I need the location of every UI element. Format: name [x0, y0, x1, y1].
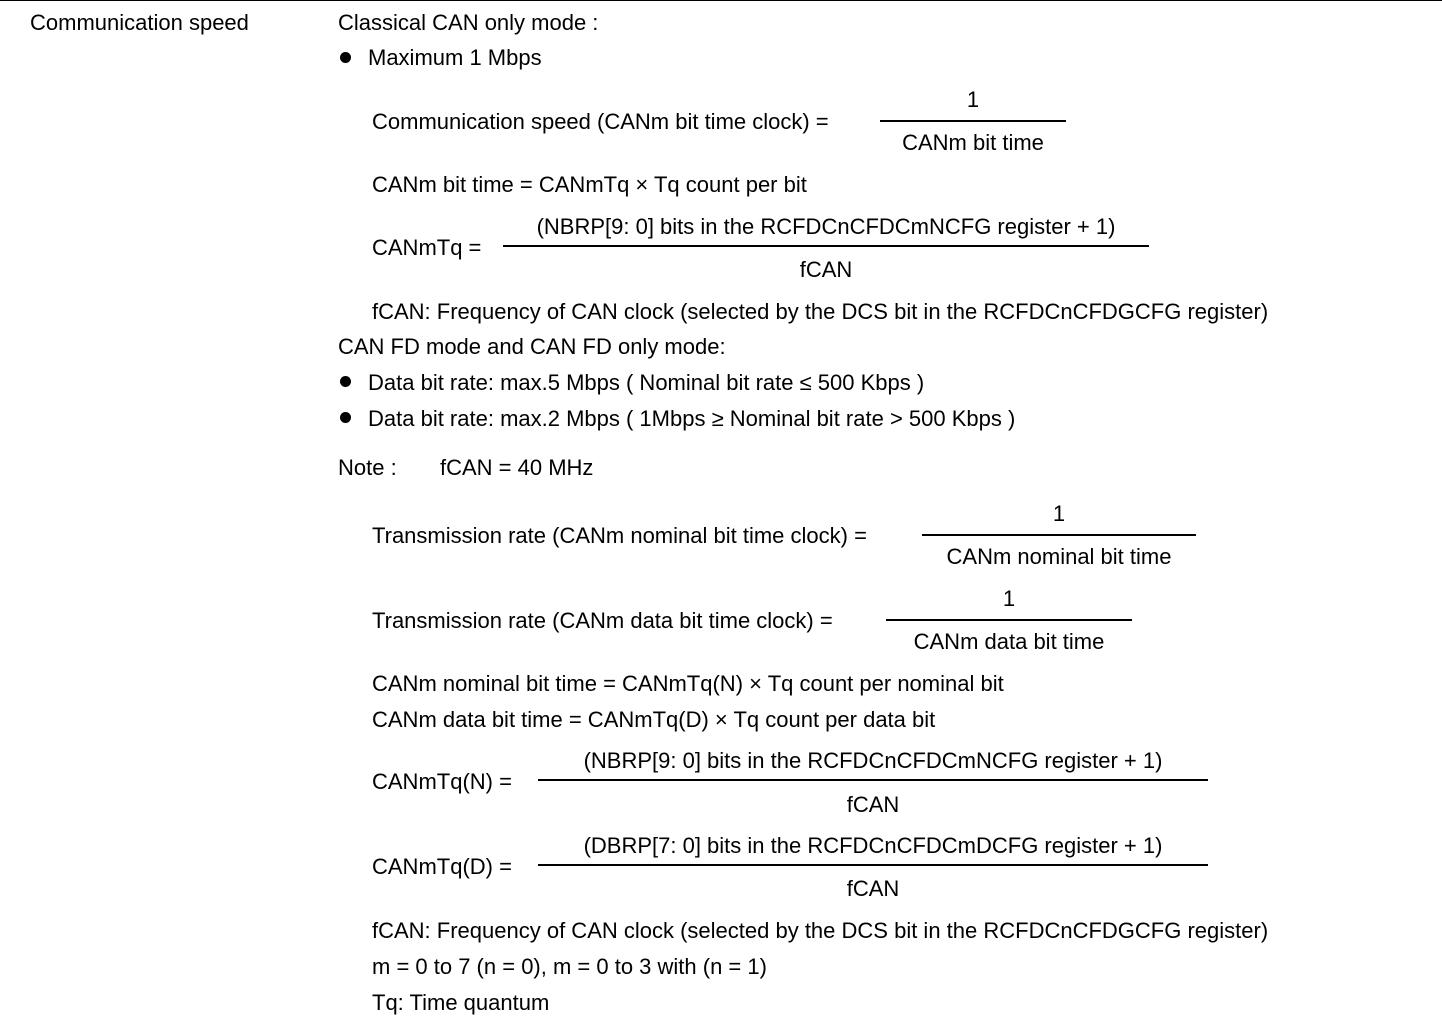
note-label: Note :	[338, 455, 397, 480]
tqd-lhs: CANmTq(D) =	[372, 854, 512, 879]
comm-speed-lhs: Communication speed (CANm bit time clock) =	[372, 109, 829, 134]
table-top-border	[0, 0, 1442, 1]
fd-bullet-1: Data bit rate: max.5 Mbps ( Nominal bit rate ≤ 500 Kbps )	[368, 370, 925, 395]
tx-data-lhs: Transmission rate (CANm data bit time clock) =	[372, 608, 833, 633]
fcan-description: fCAN: Frequency of CAN clock (selected by the DCS bit in the RCFDCnCFDGCFG register)	[372, 299, 1269, 324]
fd-heading: CAN FD mode and CAN FD only mode:	[338, 334, 726, 359]
bullet-icon	[340, 52, 351, 63]
tx-data-numerator: 1	[1002, 586, 1016, 611]
tx-nominal-numerator: 1	[1052, 501, 1066, 526]
tqn-lhs: CANmTq(N) =	[372, 769, 512, 794]
tq-definition: Tq: Time quantum	[372, 990, 550, 1015]
fraction-bar	[503, 245, 1149, 247]
tx-data-denominator: CANm data bit time	[913, 629, 1105, 654]
tqn-numerator: (NBRP[9: 0] bits in the RCFDCnCFDCmNCFG register + 1)	[583, 748, 1163, 773]
tq-denominator: fCAN	[799, 257, 853, 282]
bit-time-equation: CANm bit time = CANmTq × Tq count per bit	[372, 172, 807, 197]
tqd-denominator: fCAN	[846, 876, 900, 901]
comm-speed-numerator: 1	[966, 87, 980, 112]
bullet-icon	[340, 412, 351, 423]
fraction-bar	[880, 120, 1066, 122]
classical-bullet: Maximum 1 Mbps	[368, 45, 542, 70]
fd-bullet-2: Data bit rate: max.2 Mbps ( 1Mbps ≥ Nominal bit rate > 500 Kbps )	[368, 406, 1016, 431]
fraction-bar	[538, 779, 1208, 781]
fraction-bar	[886, 619, 1132, 621]
classical-heading: Classical CAN only mode :	[338, 10, 599, 35]
nominal-bit-time-equation: CANm nominal bit time = CANmTq(N) × Tq count per nominal bit	[372, 671, 1004, 696]
row-label: Communication speed	[30, 10, 249, 35]
tq-numerator: (NBRP[9: 0] bits in the RCFDCnCFDCmNCFG register + 1)	[536, 214, 1116, 239]
tx-nominal-lhs: Transmission rate (CANm nominal bit time clock) =	[372, 523, 867, 548]
fraction-bar	[538, 864, 1208, 866]
data-bit-time-equation: CANm data bit time = CANmTq(D) × Tq count per data bit	[372, 707, 936, 732]
bullet-icon	[340, 376, 351, 387]
fcan-description: fCAN: Frequency of CAN clock (selected by the DCS bit in the RCFDCnCFDGCFG register)	[372, 918, 1269, 943]
tq-lhs: CANmTq =	[372, 235, 482, 260]
m-range: m = 0 to 7 (n = 0), m = 0 to 3 with (n = 1)	[372, 954, 767, 979]
tx-nominal-denominator: CANm nominal bit time	[946, 544, 1172, 569]
note-value: fCAN = 40 MHz	[440, 455, 594, 480]
tqn-denominator: fCAN	[846, 792, 900, 817]
fraction-bar	[922, 534, 1196, 536]
tqd-numerator: (DBRP[7: 0] bits in the RCFDCnCFDCmDCFG register + 1)	[583, 833, 1163, 858]
comm-speed-denominator: CANm bit time	[902, 130, 1044, 155]
